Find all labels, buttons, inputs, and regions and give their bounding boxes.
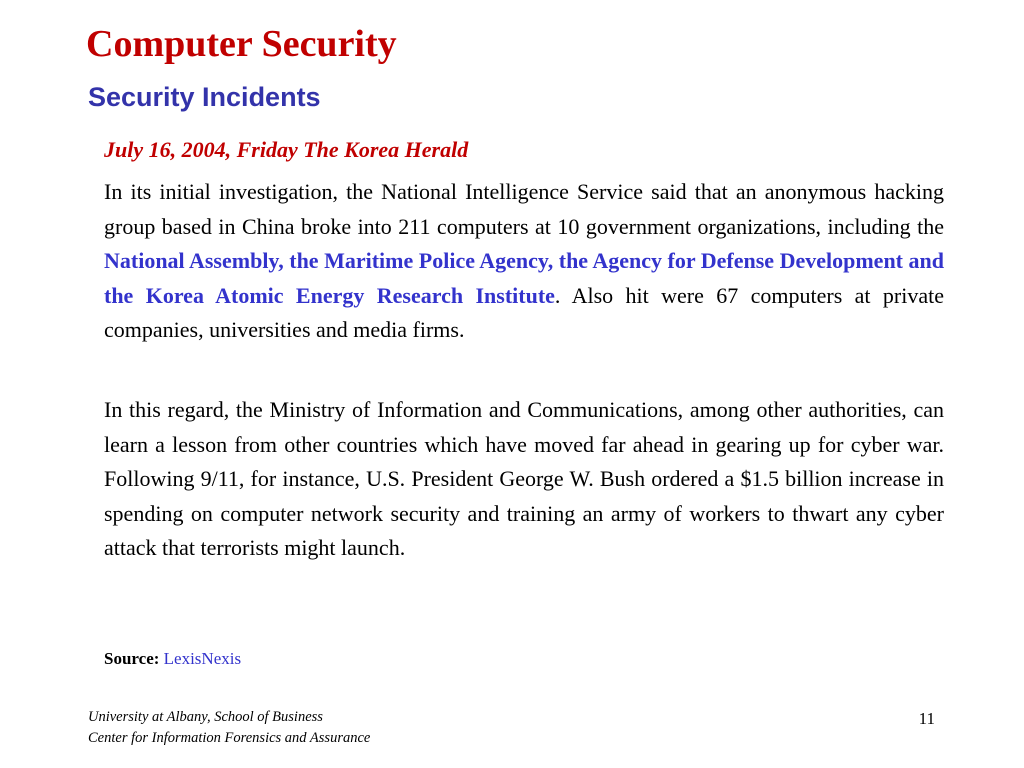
highlighted-organizations: National Assembly, the Maritime Police Agency, the Agency for Defense Development and the Korea Atomic Energy Research Institute [104,248,944,308]
source-line [104,647,241,671]
slide-subtitle: Security Incidents [88,82,321,112]
paragraph-1-text-end: . Also hit were 67 computers at private companies, universities and media firms. [104,282,944,342]
source-link[interactable]: LexisNexis [163,649,242,668]
slide-title: Computer Security [86,23,397,65]
page-number: 11 [918,709,935,728]
paragraph-1-text-start: In its initial investigation, the National Intelligence Service said that an anonymous hacking group based in China broke into 211 computers at 10 government organizations, including the [104,179,944,239]
footer-institution: University at Albany, School of Business [88,709,323,725]
article-dateline: July 16, 2004, Friday The Korea Herald [104,137,469,162]
article-paragraph-2: In this regard, the Ministry of Information and Communications, among other authorities, can learn a lesson from other countries which have moved far ahead in gearing up for cyber war. Following 9/11, for instance, U.S. President George W. Bush ordered a $1.5 billion increase in spending on computer network security and training an army of workers to thwart any cyber attack that terrorists might launch. [104,397,944,560]
article-paragraph-1 [104,175,944,348]
footer [88,707,370,749]
footer-center: Center for Information Forensics and Assurance [88,730,371,746]
source-label: Source: [104,649,160,668]
